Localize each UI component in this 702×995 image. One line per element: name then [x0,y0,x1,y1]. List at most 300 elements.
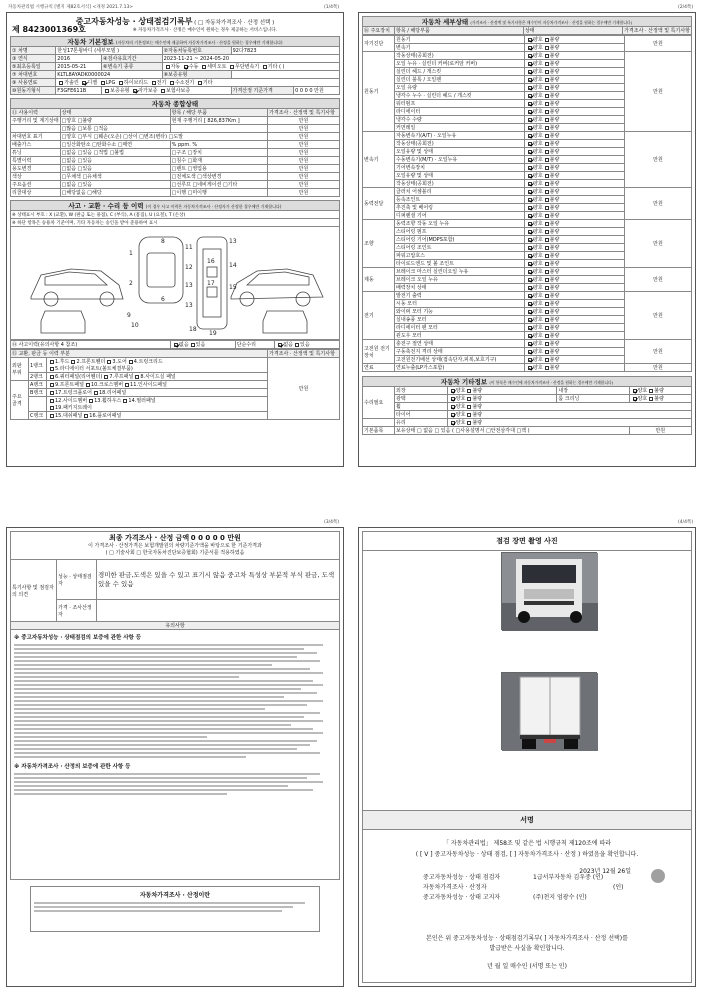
device-state[interactable]: 양호 불량 [525,108,625,116]
checkbox[interactable] [129,360,133,364]
device-price: 만원 [625,188,692,220]
checkbox[interactable] [123,399,127,403]
checkbox[interactable] [545,110,549,114]
checkbox[interactable] [545,278,549,282]
checkbox[interactable] [545,134,549,138]
device-state[interactable]: 양호 불량 [525,364,625,372]
checkbox[interactable] [89,399,93,403]
trans-etc-label: 기타 ( ) [267,64,285,70]
page1-title: 중고자동차성능 · 상태점검기록부 [75,17,193,26]
status-legend-2: ※ 하단 항목은 승용차 기준이며, 기타 자동차는 승인을 받아 준용하여 표시 [11,219,340,227]
photo-title: 점검 장면 촬영 사진 [363,532,691,551]
row-state[interactable]: □없음 □있음 [60,165,170,173]
row-label: 튜닝 [11,149,61,157]
device-state[interactable]: 양호 불량 [525,356,625,364]
row-state[interactable]: □양호 □부식 □훼손(오손) □상이 □변조(변타) □도말 [60,133,267,141]
checkbox[interactable] [545,206,549,210]
checkbox[interactable] [528,310,532,314]
fuel-gasoline-checkbox[interactable] [59,81,63,85]
summary-table [10,98,340,197]
device-state[interactable]: 양호 불량 [525,132,625,140]
row-state[interactable]: □없음 □있음 □적법 □불법 [60,149,170,157]
repair-polish: 광택 [395,395,448,403]
accident-section-title: 사고 · 교환 · 수리 등 이력 [68,202,144,210]
checkbox[interactable] [528,158,532,162]
device-state[interactable]: 양호 불량 [525,236,625,244]
checkbox[interactable] [467,421,471,425]
device-state[interactable]: 양호 불량 [525,244,625,252]
checkbox[interactable] [545,150,549,154]
device-state[interactable]: 양호 불량 [525,212,625,220]
part-roof: 7.루프패널 [109,374,134,380]
device-state[interactable]: 양호 불량 [525,292,625,300]
part-radiator-support: 5.라디에이터 서포트(볼트체결부품) [55,366,133,372]
price-info-box [30,886,320,932]
row-price: 만원 [268,117,340,125]
seal-stamp [651,869,665,883]
checkbox[interactable] [528,366,532,370]
fuel-hydrogen-checkbox[interactable] [170,81,174,85]
checkbox[interactable] [528,190,532,194]
device-state[interactable]: 양호 불량 [525,332,625,340]
part-door: 3.도어 [112,359,127,365]
checkbox[interactable] [545,310,549,314]
row-state[interactable]: □양호 □불량 [60,117,170,125]
checkbox[interactable] [545,302,549,306]
row-price: 만원 [268,173,340,181]
checkbox[interactable] [451,421,455,425]
fuel-electric-checkbox[interactable] [152,81,156,85]
checkbox[interactable] [528,62,532,66]
checkbox[interactable] [545,166,549,170]
device-state[interactable]: 양호 불량 [525,172,625,180]
special-text: 경미한 판금,도색은 있을 수 있고 표기시 않음 중고차 특성상 부분적 부식 판금, 도색 있을 수 있음 [97,560,340,600]
trans-manual-checkbox[interactable] [184,65,188,69]
final-price-title: 최종 가격조사 · 산정 금액 [109,533,190,542]
row-label: 색상 [11,173,61,181]
checkbox[interactable] [528,110,532,114]
checkbox[interactable] [528,238,532,242]
device-item: 냉각수 수량 [395,116,525,124]
checkbox[interactable] [545,102,549,106]
exchange-price-label: 가격조사 · 산정액 및 특기사항 [268,350,340,358]
device-item: 워터펌프 [395,100,525,108]
device-item: 라디에이터 팬 모터 [395,324,525,332]
device-state[interactable]: 양호 불량 [525,92,625,100]
checkbox[interactable] [528,286,532,290]
detail-col-price: 가격조사 · 산정액 및 특기사항 [624,28,690,34]
checkbox[interactable] [545,198,549,202]
basic-section-title: 자동차 기본정보 [67,38,114,46]
accident-question: ⑭ 사고이력(유의사항 4 참조) [11,341,171,349]
device-state[interactable]: 양호 불량 [525,164,625,172]
svg-text:18: 18 [189,326,197,333]
table-row [11,133,340,141]
trans-cvt-label: 무단변속기 [235,64,260,70]
checkbox[interactable] [545,46,549,50]
checkbox[interactable] [545,222,549,226]
row-state[interactable]: □해당없음 □해당 [60,189,170,197]
trans-auto-checkbox[interactable] [166,65,170,69]
checkbox[interactable] [528,222,532,226]
grade-2: 2랭크 [29,373,47,381]
device-state[interactable]: 양호 불량 [525,308,625,316]
checkbox[interactable] [545,70,549,74]
checkbox[interactable] [528,134,532,138]
checkbox[interactable] [50,360,54,364]
device-state[interactable]: 양호 불량 [525,268,625,276]
checkbox[interactable] [50,383,54,387]
checkbox[interactable] [545,86,549,90]
row-price: 만원 [268,133,340,141]
device-item: 오일 유량 [395,84,525,92]
device-state[interactable]: 양호 불량 [525,44,625,52]
detail-section-note: (가격조사 · 산정액 및 특기사항은 매수인이 자동차가격조사 · 산정을 원하는 경우에만 기재합니다) [470,20,633,25]
checkbox[interactable] [545,294,549,298]
vin: KLTL8AYADK0000024 [56,71,162,79]
checkbox[interactable] [467,389,471,393]
checkbox[interactable] [545,158,549,162]
checkbox[interactable] [545,262,549,266]
fuel-lpg-checkbox[interactable] [101,81,105,85]
device-item: 윈도우 모터 [395,332,525,340]
device-group: 동력전달 [363,188,395,220]
simple-yes-label: 있음 [300,342,310,348]
checkbox[interactable] [50,375,54,379]
part-quarter-panel: 6.쿼터패널(리어휀더) [55,374,103,380]
device-state[interactable]: 양호 불량 [525,68,625,76]
device-state[interactable]: 양호 불량 [525,140,625,148]
checkbox[interactable] [545,182,549,186]
checkbox[interactable] [528,270,532,274]
device-state[interactable]: 양호 불량 [525,324,625,332]
svg-text:9: 9 [127,312,131,319]
device-state[interactable]: 양호 불량 [525,148,625,156]
checkbox[interactable] [545,174,549,178]
device-state[interactable]: 양호 불량 [525,196,625,204]
part-package-tray: 19.패키지트레이 [55,405,92,411]
checkbox[interactable] [528,70,532,74]
checkbox[interactable] [545,230,549,234]
checkbox[interactable] [50,414,54,418]
device-item: 작동상태(공회전) [395,180,525,188]
device-state[interactable]: 양호 불량 [525,156,625,164]
svg-text:13: 13 [185,302,193,309]
detail-table [362,16,692,35]
checkbox[interactable] [135,375,139,379]
checkbox[interactable] [633,389,637,393]
page1-form-no: 자동차관리법 시행규칙 [별지 제82호서식] <개정 2021.7.13> [8,5,134,10]
row-state[interactable]: □없음 □있음 [60,181,170,189]
checkbox[interactable] [528,334,532,338]
device-state[interactable]: 양호 불량 [525,284,625,292]
fuel-hybrid-checkbox[interactable] [119,81,123,85]
checkbox[interactable] [86,383,90,387]
fuel-etc-label: 기타 [202,80,213,86]
checkbox[interactable] [528,174,532,178]
device-state[interactable]: 양호 불량 [525,76,625,84]
checkbox[interactable] [545,94,549,98]
checkbox[interactable] [528,142,532,146]
device-state[interactable]: 양호 불량 [525,124,625,132]
part-fender: 2.프론트휀더 [76,359,106,365]
table-row [11,173,340,181]
checkbox[interactable] [528,230,532,234]
accident-history-table [10,340,340,349]
checkbox[interactable] [528,150,532,154]
checkbox[interactable] [528,102,532,106]
table-row [363,268,692,276]
svg-text:14: 14 [229,262,237,269]
checkbox[interactable] [528,342,532,346]
device-state[interactable]: 양호 불량 [525,204,625,212]
checkbox[interactable] [528,326,532,330]
checkbox[interactable] [649,389,653,393]
checkbox[interactable] [451,405,455,409]
guarantee-type-checkbox[interactable] [105,89,109,93]
device-item: 오일유량 및 상태 [395,172,525,180]
checkbox[interactable] [528,38,532,42]
checkbox[interactable] [451,389,455,393]
checkbox[interactable] [545,350,549,354]
checkbox[interactable] [545,342,549,346]
checkbox[interactable] [528,262,532,266]
checkbox[interactable] [545,190,549,194]
device-state[interactable]: 양호 불량 [525,36,625,44]
page1-title-option: ( □ 자동차가격조사 · 산정 선택 ) [194,20,275,26]
device-state[interactable]: 양호 불량 [525,220,625,228]
checkbox[interactable] [528,54,532,58]
checkbox[interactable] [545,214,549,218]
checkbox[interactable] [451,413,455,417]
trans-semi-checkbox[interactable] [202,65,206,69]
checkbox[interactable] [545,326,549,330]
checkbox[interactable] [633,397,637,401]
checkbox[interactable] [50,406,54,410]
table-row [11,125,340,133]
device-group: 연료 [363,364,395,372]
checkbox[interactable] [50,391,54,395]
final-price-note1: 이 가격조사 · 산정가격은 보험개발원의 차량기준가액을 바탕으로 한 기준가격과 [88,542,262,549]
regno-label: ②자동차등록번호 [162,47,231,55]
checkbox[interactable] [528,78,532,82]
device-item: 라디에이터 [395,108,525,116]
simple-none-checkbox[interactable] [278,343,282,347]
fuel-etc-checkbox[interactable] [198,81,202,85]
device-item: 스티어링 펌프 [395,228,525,236]
statement-1: 「 자동차관리법」 제58조 및 같은 법 시행규칙 제120조에 따라 [442,840,612,847]
device-state[interactable]: 양호 불량 [525,300,625,308]
device-state[interactable]: 양호 불량 [525,228,625,236]
trans-auto-label: 자동 [170,64,181,70]
device-state[interactable]: 양호 불량 [525,260,625,268]
device-state[interactable]: 양호 불량 [525,180,625,188]
page4-page-no: (4/4쪽) [678,520,694,525]
checkbox[interactable] [107,360,111,364]
device-item: 구동축전지 격리 상태 [395,348,525,356]
device-item: 연료누출(LP가스포함) [395,364,525,372]
trans-cvt-checkbox[interactable] [230,65,234,69]
checkbox[interactable] [545,358,549,362]
first-reg-label: ⑤최초등록일 [11,63,56,71]
device-state[interactable]: 양호 불량 [525,276,625,284]
status-legend: ※ 상태표시 부호 : X (교환), W (판금 또는 용접), C (부식), A (흠집), U (요철), T (손상) [11,211,340,219]
checkbox[interactable] [545,118,549,122]
checkbox[interactable] [545,126,549,130]
exchange-price-value: 만원 [268,358,340,420]
accident-note: (이 경우 사고 이력은 자동차가격조사 · 산정자가 산정한 경우에만 기재합니다) [145,204,282,209]
device-group: 조향 [363,220,395,268]
checkbox[interactable] [528,294,532,298]
model-year: 2016 [56,55,102,63]
part-inside-panel: 11.인사이드패널 [130,382,167,388]
device-item: 브레이크 오일 누유 [395,276,525,284]
row-detail: □구조 □장치 [170,149,267,157]
device-state[interactable]: 양호 불량 [525,188,625,196]
checkbox[interactable] [528,198,532,202]
accident-yes-checkbox[interactable] [191,343,195,347]
checkbox[interactable] [545,286,549,290]
notice-title: 유의사항 [11,622,340,630]
device-state[interactable]: 양호 불량 [525,116,625,124]
base-price: 0 0 0 0 만원 [294,87,340,95]
device-state[interactable]: 양호 불량 [525,252,625,260]
checkbox[interactable] [528,46,532,50]
checkbox[interactable] [545,270,549,274]
device-item: 변속기 [395,44,525,52]
checkbox[interactable] [545,78,549,82]
row-price: 만원 [268,181,340,189]
checkbox[interactable] [545,54,549,58]
device-price: 만원 [625,220,692,268]
page1-page-no: (1/4쪽) [324,5,340,10]
page3-page-no: (3/4쪽) [324,520,340,525]
row-state[interactable]: □무채색 □유채색 [60,173,170,181]
checkbox[interactable] [528,94,532,98]
checkbox[interactable] [104,375,108,379]
signer1: 1급서부자동차 김우중 (인) [533,874,604,881]
exchange-label: ⑮ 교환, 판금 등 이력 부분 [11,350,268,358]
part-rear-panel: 18.리어패널 [98,390,127,396]
checkbox[interactable] [451,397,455,401]
checkbox[interactable] [528,350,532,354]
checkbox[interactable] [545,246,549,250]
basic-info-table [10,36,340,95]
checkbox[interactable] [545,318,549,322]
row-detail: □렌트 □영업용 [170,165,267,173]
row-state[interactable]: □일산화탄소 □탄화수소 □매연 [60,141,170,149]
checkbox[interactable] [528,166,532,170]
checkbox[interactable] [528,126,532,130]
device-item: 실린더 블록 / 오일팬 [395,76,525,84]
checkbox[interactable] [50,367,54,371]
motor-label: ⑩원동기형식 [11,87,56,95]
guarantee-insurer-checkbox[interactable] [161,89,165,93]
device-state[interactable]: 양호 불량 [525,52,625,60]
checkbox[interactable] [528,302,532,306]
detail-groups-table [362,35,692,372]
simple-yes-checkbox[interactable] [295,343,299,347]
checkbox[interactable] [545,62,549,66]
device-item: 냉각수 누수 · 실린더 헤드 / 개스킷 [395,92,525,100]
row-state[interactable]: □없음 □있음 [60,157,170,165]
checkbox[interactable] [71,360,75,364]
table-row [11,141,340,149]
checkbox[interactable] [528,278,532,282]
checkbox[interactable] [528,182,532,186]
checkbox[interactable] [528,318,532,322]
final-price-note2: ( □ 기술사회 □ 한국자동차진단보증협회) 기준서를 적용하였음 [105,549,245,556]
checkbox[interactable] [125,383,129,387]
checkbox[interactable] [528,86,532,90]
table-row [11,181,340,189]
checkbox[interactable] [649,397,653,401]
row-state[interactable]: □많음 □보통 □적음 [60,125,170,133]
checkbox[interactable] [545,254,549,258]
checkbox[interactable] [545,38,549,42]
signer2: (인) [613,884,624,891]
table-row [11,165,340,173]
checkbox[interactable] [528,118,532,122]
device-item: 작동상태(공회전) [395,52,525,60]
device-item: 파워고압호스 [395,252,525,260]
checkbox[interactable] [467,397,471,401]
checkbox[interactable] [467,405,471,409]
device-item: 배력장치 상태 [395,284,525,292]
accident-none-checkbox[interactable] [174,343,178,347]
checkbox[interactable] [545,142,549,146]
svg-text:6: 6 [161,296,165,303]
device-state[interactable]: 양호 불량 [525,348,625,356]
table-row [11,157,340,165]
checkbox[interactable] [545,238,549,242]
checkbox[interactable] [528,358,532,362]
checkbox[interactable] [545,334,549,338]
svg-text:1: 1 [129,250,133,257]
device-group: 원동기 [363,52,395,132]
fuel-diesel-checkbox[interactable] [82,81,86,85]
device-state[interactable]: 양호 불량 [525,60,625,68]
name-label: ① 차명 [11,47,56,55]
trans-semi-label: 세미오토 [207,64,227,70]
repair-label: 수리필요 [363,387,395,419]
grade-a: A랭크 [29,381,47,389]
device-item: 실린더 헤드 / 개스킷 [395,68,525,76]
fuel-hybrid-label: 하이브리드 [123,80,149,86]
checkbox[interactable] [545,366,549,370]
checkbox[interactable] [467,413,471,417]
trans-etc-checkbox[interactable] [263,65,267,69]
device-state[interactable]: 양호 불량 [525,84,625,92]
transmission-options [162,63,339,71]
checkbox[interactable] [50,399,54,403]
checkbox[interactable] [528,254,532,258]
checkbox[interactable] [84,414,88,418]
table-row [363,52,692,60]
device-state[interactable]: 양호 불량 [525,340,625,348]
vin-label: ⑦ 차대번호 [11,71,56,79]
device-state[interactable]: 양호 불량 [525,100,625,108]
guarantee-self-checkbox[interactable] [133,89,137,93]
checkbox[interactable] [94,391,98,395]
etc-price: 만원 [629,427,691,435]
truck-rear-photo [501,672,597,750]
device-state[interactable]: 양호 불량 [525,316,625,324]
checkbox[interactable] [528,246,532,250]
device-item: 오일 누유 · 실린더 커버(로커암 커버) [395,60,525,68]
checkbox[interactable] [528,214,532,218]
checkbox[interactable] [528,206,532,210]
